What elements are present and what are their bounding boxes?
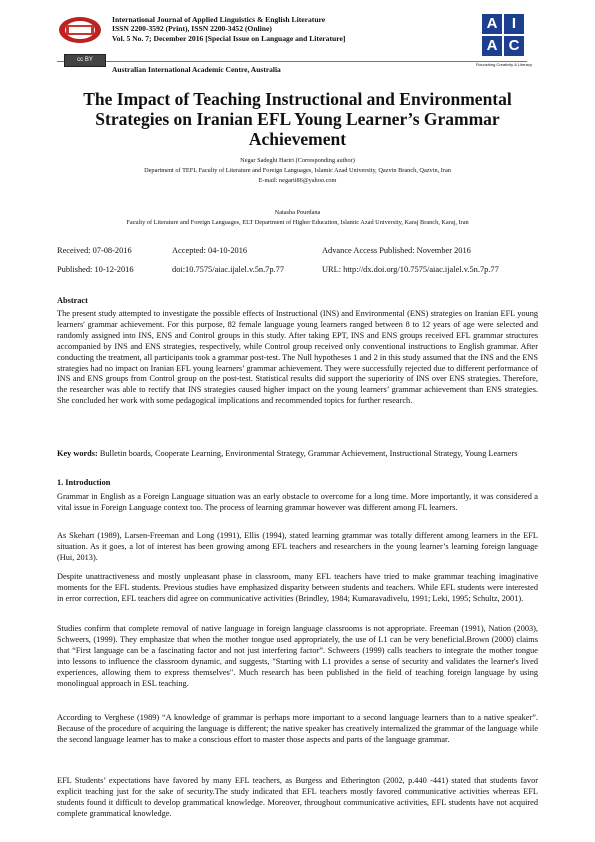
- url-link[interactable]: URL: http://dx.doi.org/10.7575/aiac.ijalel.v.5n.7p.77: [322, 265, 499, 274]
- author-block-1: [0, 156, 595, 186]
- body-paragraph: EFL Students’ expectations have favored by many EFL teachers, as Burgess and Etherington (2002, p.440 -441) stated that students favor explicit teaching just for the sake of security.The study indicated that EFL teachers mostly favored communicative activities whereas EFL students found it difficult to develop grammatical knowledge. Moreover, throughout communicative activities, EFL students have not acquired complete grammatical knowledge.: [57, 776, 538, 818]
- abstract-text: The present study attempted to investigate the possible effects of Instructional (INS) and Environmental (ENS) strategies on Iranian EFL young learners' grammar achievement. For this purpose, 82 female language young learners ranged between 8 to 12 years of age were selected and randomly assigned into INS, ENS and Control groups in this study. After taking EPT, INS and ENS groups received EFL grammar structures accompanied by INS and ENS strategies, respectively, while Control group received only conventional instructions to English grammar. After conducting the treatment, all participants took a grammar post-test. The Null hypotheses 1 and 2 in this study assumed that the INS and the ENS strategies had no impact on Iranian EFL young learners’ grammar achievement. They were successfully rejected due to different performance of INS and ENS groups from Control group on the post-test. Statistical results did support the superiority of INS over ENS strategies. Therefore, the researcher was able to rectify that INS strategies caused higher impact on the young learners’ grammar achievement than ENS strategies. She concluded her work with some pedagogical implications and recommended topics for further research.: [57, 309, 538, 406]
- body-paragraph: Despite unattractiveness and mostly unpleasant phase in classroom, many EFL teachers have tried to make grammar teaching imaginative moments for the EFL students. Previous studies have emphasized disparity between students and teachers. While EFL students were interested in error correction, EFL teachers did agree on communicative activities (Brindley, 1984; Kumaravadivelu, 1991; Leki, 1995; Schultz, 2001).: [57, 572, 538, 603]
- aiac-letter: C: [504, 36, 524, 56]
- publisher-tagline: Flourishing Creativity & Literacy: [475, 62, 532, 67]
- author-email[interactable]: E-mail: negarii86@yahoo.com: [258, 177, 337, 184]
- advance-access: Advance Access Published: November 2016: [322, 246, 471, 255]
- body-paragraph: Studies confirm that complete removal of native language in foreign language classrooms is not appropriate. Freeman (1991), Nation (2003), Schweers, (1999). They emphasize that when the mother tongue used appropriately, the use of L1 can be very beneficial.Brown (2000) claims that “First language can be a fascinating factor and not just interfering factor”. Schweers (1999) calls teachers to integrate the mother tongue into lessons to influence the classroom dynamic, and suggests, "Starting with L1 provides a sense of security and validates the learner's lived experiences, allowing them to express themselves". Much research has been published in the field of teaching foreign language by using monolingual approach in ESL teaching.: [57, 624, 538, 688]
- cc-license-icon[interactable]: cc BY: [64, 54, 106, 67]
- author-affiliation: Department of TEFL Faculty of Literature and Foreign Languages, Islamic Azad University, Qazvin Branch, Qazvin, Iran: [144, 167, 451, 174]
- keywords: [57, 449, 538, 460]
- abstract-heading: Abstract: [57, 296, 88, 305]
- author-name: Natasha Pourdana: [274, 209, 321, 216]
- doi-link[interactable]: doi:10.7575/aiac.ijalel.v.5n.7p.77: [172, 265, 285, 274]
- author-name: Negar Sadeghi Hariri (Corresponding author): [240, 157, 355, 164]
- body-paragraph: As Skehart (1989), Larsen-Freeman and Long (1991), Ellis (1994), stated learning grammar was totally different among learners in the EFL situation. As it goes, a lot of interest has been growing among EFL teachers and researchers in the young learner’s learning foreign language (Hui, 2013).: [57, 531, 538, 562]
- journal-issn: ISSN 2200-3592 (Print), ISSN 2200-3452 (Online): [112, 24, 272, 34]
- author-affiliation: Faculty of Literature and Foreign Languages, ELT Department of Higher Education, Islamic Azad University, Karaj Branch, Karaj, Iran: [126, 219, 469, 226]
- author-block-2: [0, 208, 595, 228]
- journal-info: [112, 15, 412, 43]
- section-heading: 1. Introduction: [57, 478, 111, 487]
- paper-title: The Impact of Teaching Instructional and Environmental Strategies on Iranian EFL Young Learner’s Grammar Achievement: [83, 89, 512, 149]
- accepted-date: Accepted: 04-10-2016: [172, 246, 248, 255]
- received-date: Received: 07-08-2016: [57, 246, 132, 255]
- body-paragraph: According to Verghese (1989) “A knowledge of grammar is perhaps more important to a second language learners than to a native speaker”. Because of the procedure of acquiring the language is different; the native speaker has creatively internalized the grammar of the language while the second language learner has to make a conscious effort to master those aspects and parts of the language grammar.: [57, 713, 538, 744]
- aiac-letter: I: [504, 14, 524, 34]
- journal-name: International Journal of Applied Linguistics & English Literature: [112, 15, 326, 24]
- aiac-letter: A: [482, 36, 502, 56]
- body-paragraph: Grammar in English as a Foreign Language situation was an early obstacle to overcome for a long time. More importantly, it was considered a vital issue in Foreign Language context too. The process of learning grammar however was different among FL learners.: [57, 492, 538, 512]
- publisher-name: Australian International Academic Centre, Australia: [112, 65, 281, 74]
- journal-volume: Vol. 5 No. 7; December 2016 [Special Issue on Language and Literature]: [112, 33, 346, 43]
- aiac-letter: A: [482, 14, 502, 34]
- journal-logo: [57, 14, 103, 46]
- keywords-list: Bulletin boards, Cooperate Learning, Environmental Strategy, Grammar Achievement, Instructional Strategy, Young Learners: [97, 449, 518, 458]
- aiac-logo: [482, 14, 524, 56]
- keywords-label: Key words:: [57, 449, 98, 458]
- published-date: Published: 10-12-2016: [57, 265, 134, 274]
